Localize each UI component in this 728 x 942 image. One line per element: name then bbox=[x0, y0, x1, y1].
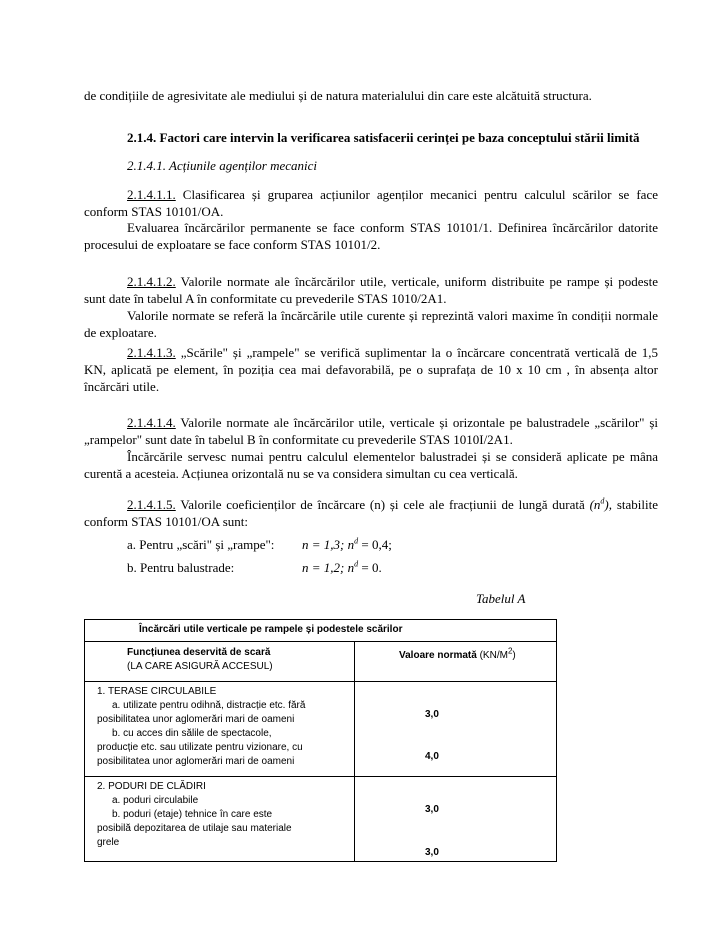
paragraph-2-1-4-1-5 bbox=[84, 496, 658, 530]
paragraph-2-1-4-1-1-b: Evaluarea încărcărilor permanente se face conform STAS 10101/1. Definirea încărcărilor datorite procesului de exploatare se face conform STAS 10101/2. bbox=[84, 220, 658, 252]
row-poduri-a: a. poduri circulabile bbox=[112, 795, 199, 806]
subsection-heading-2-1-4-1: 2.1.4.1. Acțiunile agenților mecanici bbox=[127, 158, 318, 173]
intro-text: de condițiile de agresivitate ale mediului și de natura materialului din care este alcătuită structura. bbox=[84, 88, 592, 103]
nd-symbol: $(n^d)$, bbox=[589, 496, 613, 512]
paragraph-text: Valorile normate ale încărcărilor utile, verticale și orizontale pe balustradele „scărilor" și „rampelor" sunt date în tabelul B în conformitate cu prevederile STAS 1010I/2A1. bbox=[84, 415, 658, 447]
item-b-label: b. Pentru balustrade: bbox=[127, 560, 235, 575]
header-col-function bbox=[85, 642, 355, 681]
table-header-row bbox=[85, 642, 556, 682]
item-a-values: n = 1,3; $n^d = 0,4$; bbox=[302, 536, 392, 552]
section-heading-2-1-4: 2.1.4. Factori care intervin la verificarea satisfacerii cerinței pe baza conceptului stării limită bbox=[127, 130, 640, 145]
paragraph-text: Valorile normate ale încărcărilor utile, verticale, uniform distribuite pe rampe și podeste sunt date în tabelul A în conformitate cu prevederile STAS 1010/2A1. bbox=[84, 274, 658, 306]
table-title: Încărcări utile verticale pe rampele și podestele scărilor bbox=[139, 624, 403, 635]
paragraph-2-1-4-1-2-b: Valorile normate se referă la încărcările utile curente și reprezintă valori maxime în condiții normale de exploatare. bbox=[84, 308, 658, 340]
row-terase-b2: producție etc. sau utilizate pentru vizionare, cu bbox=[97, 742, 303, 753]
row-terase-title: 1. TERASE CIRCULABILE bbox=[97, 686, 217, 697]
paragraph-number: 2.1.4.1.1. bbox=[127, 187, 176, 202]
row-terase-b1: b. cu acces din sălile de spectacole, bbox=[112, 728, 272, 739]
row-poduri-b2: posibilă depozitarea de utilaje sau materiale bbox=[97, 823, 292, 834]
item-a-label: a. Pentru „scări" și „rampe": bbox=[127, 537, 275, 552]
paragraph-number: 2.1.4.1.5. bbox=[127, 497, 176, 512]
table-a bbox=[84, 619, 557, 862]
row-terase-a2: posibilitatea unor aglomerări mari de oameni bbox=[97, 714, 295, 725]
paragraph-text: Clasificarea și gruparea acțiunilor agenților mecanici pentru calculul scărilor se face conform STAS 10101/OA. bbox=[84, 187, 658, 219]
header-function-sub: (LA CARE ASIGURĂ ACCESUL) bbox=[127, 661, 273, 672]
paragraph-number: 2.1.4.1.4. bbox=[127, 415, 176, 430]
header-col-value bbox=[355, 642, 556, 681]
paragraph-text: „Scările" și „rampele" se verifică suplimentar la o încărcare concentrată verticală de 1,5 KN, aplicată pe element, în poziția cea mai defavorabilă, pe o suprafața de 10 x 10 cm , în absența altor încărcări utile. bbox=[84, 345, 658, 394]
row-terase-b3: posibilitatea unor aglomerări mari de oameni bbox=[97, 756, 295, 767]
row-poduri-value-b: 3,0 bbox=[425, 847, 439, 858]
row-poduri-value-a: 3,0 bbox=[425, 804, 439, 815]
row-terase-values bbox=[355, 682, 556, 776]
table-caption: Tabelul A bbox=[476, 591, 526, 606]
paragraph-2-1-4-1-2 bbox=[84, 273, 658, 307]
row-poduri-function bbox=[85, 777, 355, 861]
row-poduri-b1: b. poduri (etaje) tehnice în care este bbox=[112, 809, 273, 820]
paragraph-number: 2.1.4.1.3. bbox=[127, 345, 176, 360]
paragraph-2-1-4-1-1 bbox=[84, 186, 658, 220]
paragraph-2-1-4-1-3 bbox=[84, 344, 658, 395]
table-title-row bbox=[85, 620, 556, 642]
item-b-values: n = 1,2; $n^d = 0$. bbox=[302, 559, 382, 575]
header-value-label: Valoare normată $(KN/M^2)$ bbox=[399, 646, 516, 661]
row-poduri-b3: grele bbox=[97, 837, 120, 848]
paragraph-2-1-4-1-4-b: Încărcările servesc numai pentru calculul elementelor balustradei și se consideră aplicate pe mâna curentă a acesteia. Acțiunea orizontală nu se va considera simultan cu cea verticală. bbox=[84, 449, 658, 481]
header-function-label: Funcțiunea deservită de scară bbox=[127, 647, 271, 658]
paragraph-text: Valorile coeficienților de încărcare (n) și cele ale fracțiunii de lungă durată bbox=[180, 497, 585, 512]
table-row-terase bbox=[85, 682, 556, 777]
row-terase-a1: a. utilizate pentru odihnă, distracție etc. fără bbox=[112, 700, 306, 711]
paragraph-2-1-4-1-4 bbox=[84, 414, 658, 448]
row-poduri-title: 2. PODURI DE CLĂDIRI bbox=[97, 781, 206, 792]
paragraph-number: 2.1.4.1.2. bbox=[127, 274, 176, 289]
row-poduri-values bbox=[355, 777, 556, 861]
row-terase-value-b: 4,0 bbox=[425, 751, 439, 762]
paragraph-text-cont: stabilite conform STAS 10101/OA sunt: bbox=[84, 497, 658, 529]
row-terase-value-a: 3,0 bbox=[425, 709, 439, 720]
row-terase-function bbox=[85, 682, 355, 776]
table-row-poduri bbox=[85, 777, 556, 861]
